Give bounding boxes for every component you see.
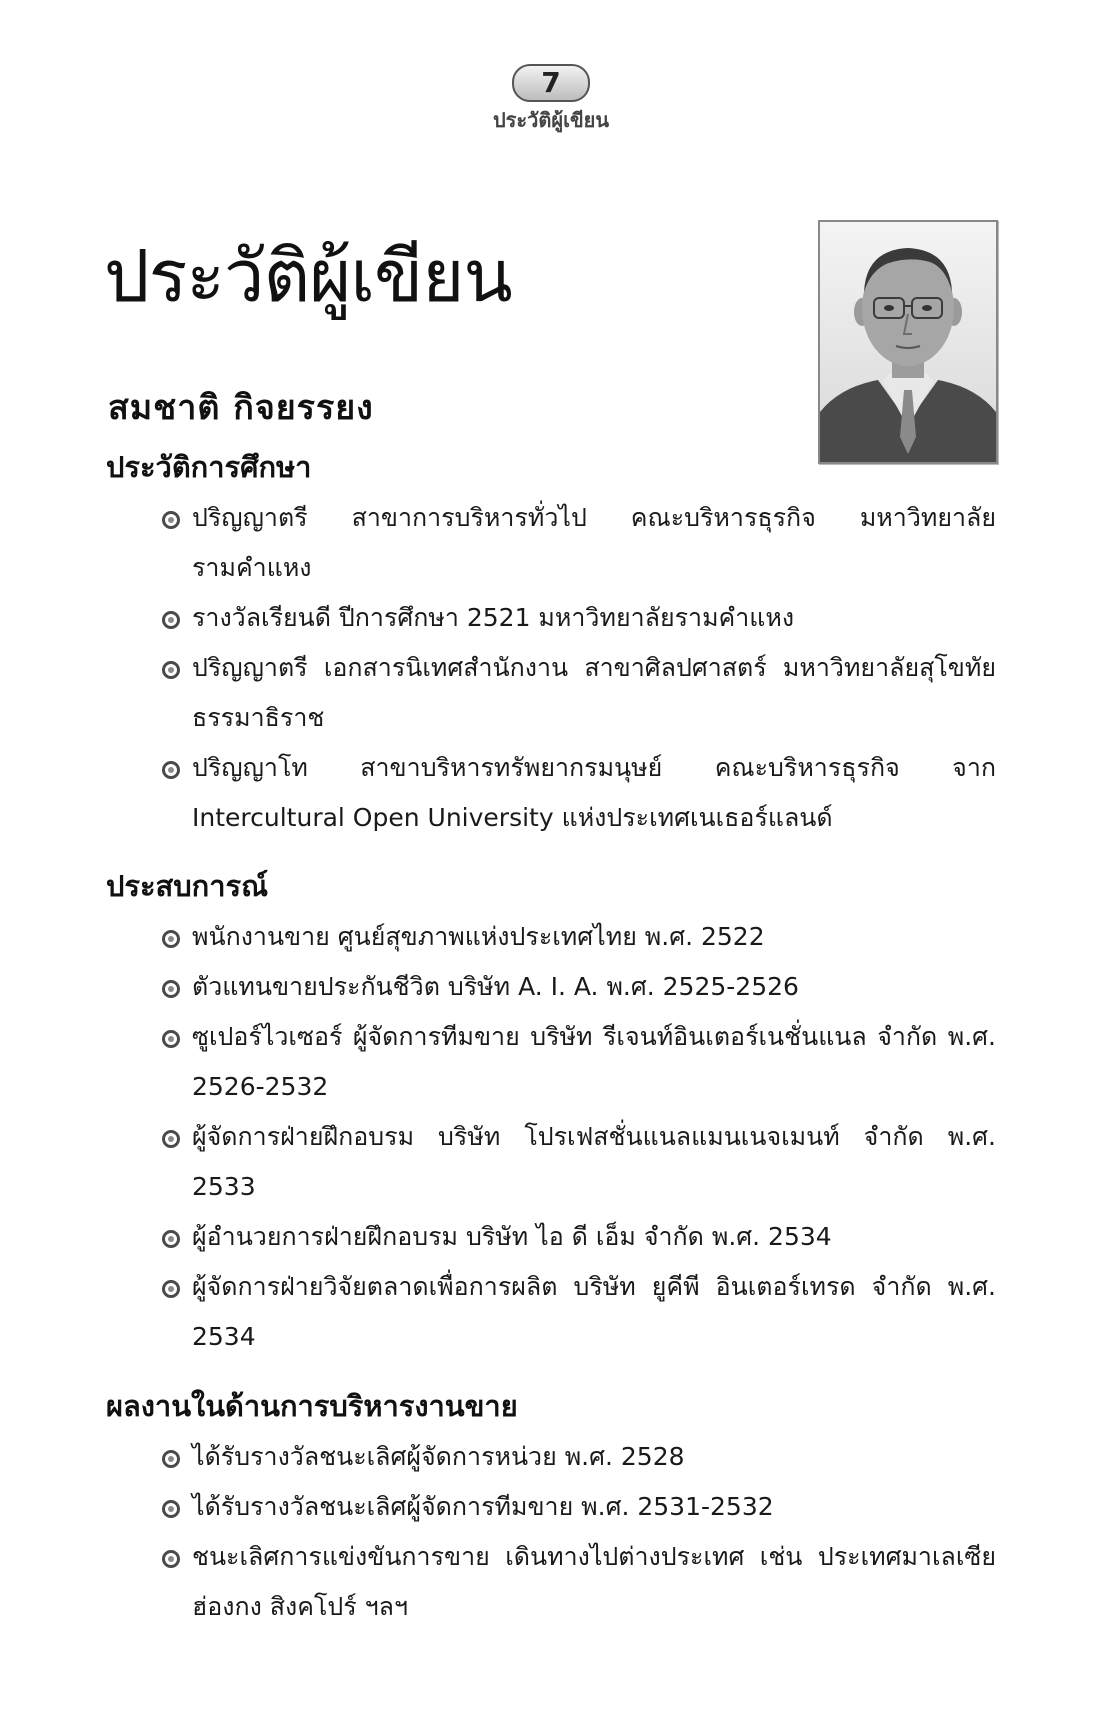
page-title: ประวัติผู้เขียน — [104, 234, 512, 318]
section-heading: ประสบการณ์ — [106, 869, 268, 903]
page-header — [0, 64, 1102, 136]
section-heading: ผลงานในด้านการบริหารงานขาย — [106, 1389, 518, 1423]
experience-section — [106, 866, 996, 1362]
list-item — [106, 962, 996, 1012]
item-text: ได้รับรางวัลชนะเลิศผู้จัดการทีมขาย พ.ศ. 2531-2532 — [192, 1492, 774, 1521]
bullet-icon — [162, 1450, 180, 1468]
achievements-section — [106, 1386, 996, 1632]
bullet-icon — [162, 1500, 180, 1518]
list-item — [106, 1482, 996, 1532]
list-item — [106, 912, 996, 962]
list-item — [106, 643, 996, 743]
item-text: ชนะเลิศการแข่งขันการขาย เดินทางไปต่างประเทศ เช่น ประเทศมาเลเซีย ฮ่องกง สิงคโปร์ ฯลฯ — [192, 1542, 996, 1621]
item-text: ผู้อำนวยการฝ่ายฝึกอบรม บริษัท ไอ ดี เอ็ม จำกัด พ.ศ. 2534 — [192, 1222, 832, 1251]
bullet-icon — [162, 761, 180, 779]
item-text: ปริญญาตรี สาขาการบริหารทั่วไป คณะบริหารธุรกิจ มหาวิทยาลัยรามคำแหง — [192, 503, 996, 582]
item-text: พนักงานขาย ศูนย์สุขภาพแห่งประเทศไทย พ.ศ. 2522 — [192, 922, 765, 951]
experience-list — [106, 912, 996, 1362]
bullet-icon — [162, 980, 180, 998]
bullet-icon — [162, 1030, 180, 1048]
running-head: ประวัติผู้เขียน — [492, 108, 609, 132]
bullet-icon — [162, 611, 180, 629]
list-item — [106, 1532, 996, 1632]
bullet-icon — [162, 1130, 180, 1148]
achievements-list — [106, 1432, 996, 1632]
list-item — [106, 593, 996, 643]
bullet-icon — [162, 511, 180, 529]
education-section — [106, 447, 996, 843]
list-item — [106, 1012, 996, 1112]
education-list — [106, 493, 996, 843]
list-item — [106, 1432, 996, 1482]
author-name: สมชาติ กิจยรรยง — [108, 388, 374, 428]
item-text: ปริญญาโท สาขาบริหารทรัพยากรมนุษย์ คณะบริหารธุรกิจ จาก Intercultural Open University แห่งประเทศเนเธอร์แลนด์ — [192, 753, 996, 832]
item-text: ปริญญาตรี เอกสารนิเทศสำนักงาน สาขาศิลปศาสตร์ มหาวิทยาลัยสุโขทัยธรรมาธิราช — [192, 653, 996, 732]
list-item — [106, 493, 996, 593]
bullet-icon — [162, 661, 180, 679]
portrait-illustration — [820, 222, 996, 462]
section-heading: ประวัติการศึกษา — [106, 450, 312, 484]
list-item — [106, 1262, 996, 1362]
bullet-icon — [162, 930, 180, 948]
item-text: ตัวแทนขายประกันชีวิต บริษัท A. I. A. พ.ศ. 2525-2526 — [192, 972, 799, 1001]
item-text: รางวัลเรียนดี ปีการศึกษา 2521 มหาวิทยาลัยรามคำแหง — [192, 603, 795, 632]
list-item — [106, 1112, 996, 1212]
list-item — [106, 743, 996, 843]
page-number: 7 — [512, 64, 590, 102]
bullet-icon — [162, 1230, 180, 1248]
bullet-icon — [162, 1280, 180, 1298]
bullet-icon — [162, 1550, 180, 1568]
item-text: ผู้จัดการฝ่ายฝึกอบรม บริษัท โปรเฟสชั่นแนลแมนเนจเมนท์ จำกัด พ.ศ. 2533 — [192, 1122, 996, 1201]
item-text: ได้รับรางวัลชนะเลิศผู้จัดการหน่วย พ.ศ. 2528 — [192, 1442, 685, 1471]
item-text: ผู้จัดการฝ่ายวิจัยตลาดเพื่อการผลิต บริษัท ยูคีพี อินเตอร์เทรด จำกัด พ.ศ. 2534 — [192, 1272, 996, 1351]
list-item — [106, 1212, 996, 1262]
author-portrait-photo — [818, 220, 998, 464]
item-text: ซูเปอร์ไวเซอร์ ผู้จัดการทีมขาย บริษัท รีเจนท์อินเตอร์เนชั่นแนล จำกัด พ.ศ. 2526-2532 — [192, 1022, 996, 1101]
